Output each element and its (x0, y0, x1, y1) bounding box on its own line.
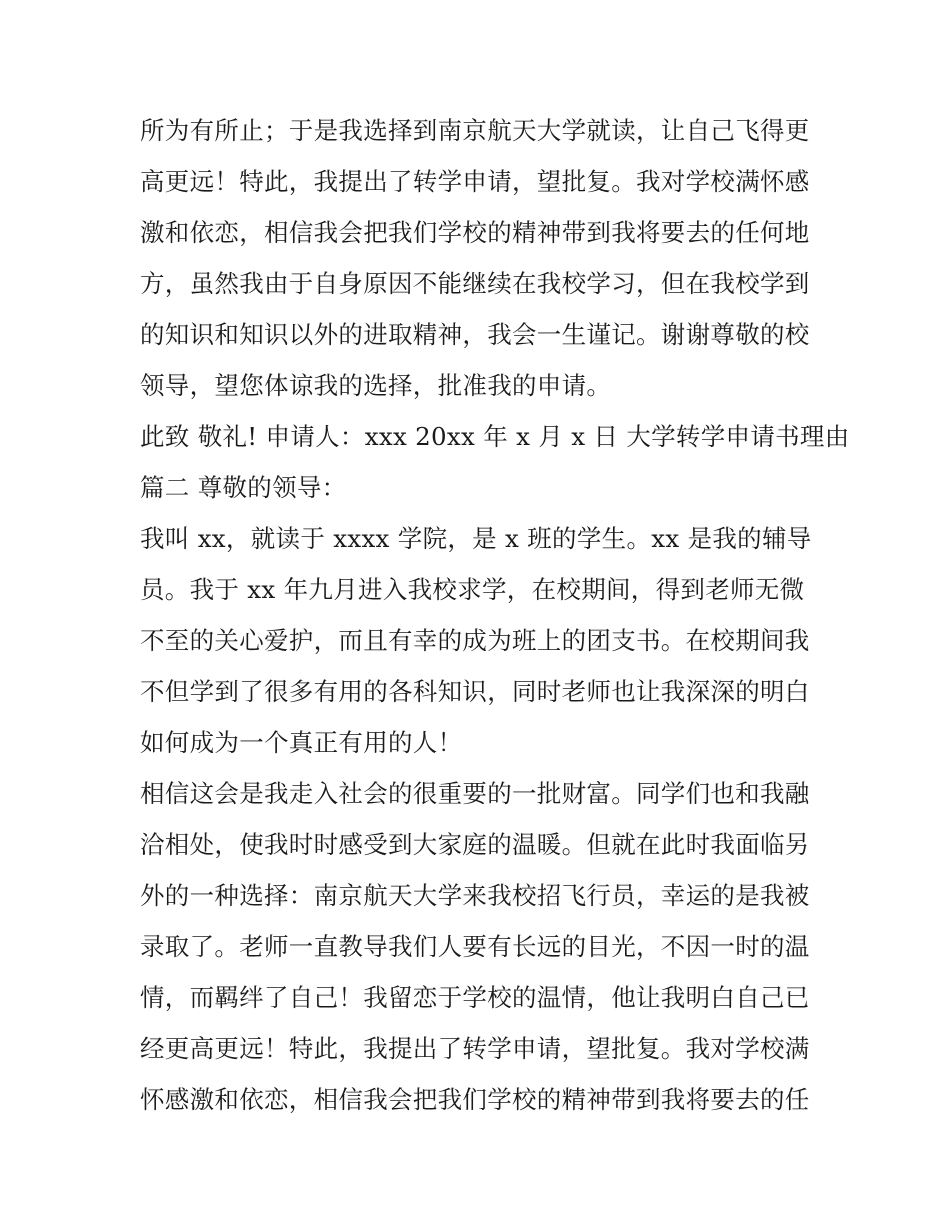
text-line: 外的一种选择：南京航天大学来我校招飞行员，幸运的是我被 (140, 881, 810, 910)
text-line: 篇二 尊敬的领导： (140, 473, 347, 502)
text-line: 如何成为一个真正有用的人！ (140, 728, 463, 757)
text-line: 洽相处，使我时时感受到大家庭的温暖。但就在此时我面临另 (140, 830, 810, 859)
text-line: 相信这会是我走入社会的很重要的一批财富。同学们也和我融 (140, 779, 810, 808)
text-line: 情，而羁绊了自己！我留恋于学校的温情，他让我明白自己已 (140, 983, 810, 1012)
text-line: 方，虽然我由于自身原因不能继续在我校学习，但在我校学到 (140, 269, 810, 298)
body-text (140, 108, 850, 1128)
text-line: 领导，望您体谅我的选择，批准我的申请。 (140, 371, 612, 400)
text-line: 我叫 xx，就读于 xxxx 学院，是 x 班的学生。xx 是我的辅导 (140, 524, 812, 553)
text-line: 不但学到了很多有用的各科知识，同时老师也让我深深的明白 (140, 677, 810, 706)
text-line: 经更高更远！特此，我提出了转学申请，望批复。我对学校满 (140, 1034, 810, 1063)
text-line: 所为有所止；于是我选择到南京航天大学就读，让自己飞得更 (140, 116, 810, 145)
text-line: 此致 敬礼! 申请人：xxx 20xx 年 x 月 x 日 大学转学申请书理由 (140, 422, 850, 451)
text-line: 的知识和知识以外的进取精神，我会一生谨记。谢谢尊敬的校 (140, 320, 810, 349)
text-line: 不至的关心爱护，而且有幸的成为班上的团支书。在校期间我 (140, 626, 810, 655)
text-line: 高更远！特此，我提出了转学申请，望批复。我对学校满怀感 (140, 167, 810, 196)
text-line: 录取了。老师一直教导我们人要有长远的目光，不因一时的温 (140, 932, 810, 961)
text-line: 怀感激和依恋，相信我会把我们学校的精神带到我将要去的任 (140, 1085, 810, 1114)
text-line: 激和依恋，相信我会把我们学校的精神带到我将要去的任何地 (140, 218, 810, 247)
text-line: 员。我于 xx 年九月进入我校求学，在校期间，得到老师无微 (140, 575, 805, 604)
